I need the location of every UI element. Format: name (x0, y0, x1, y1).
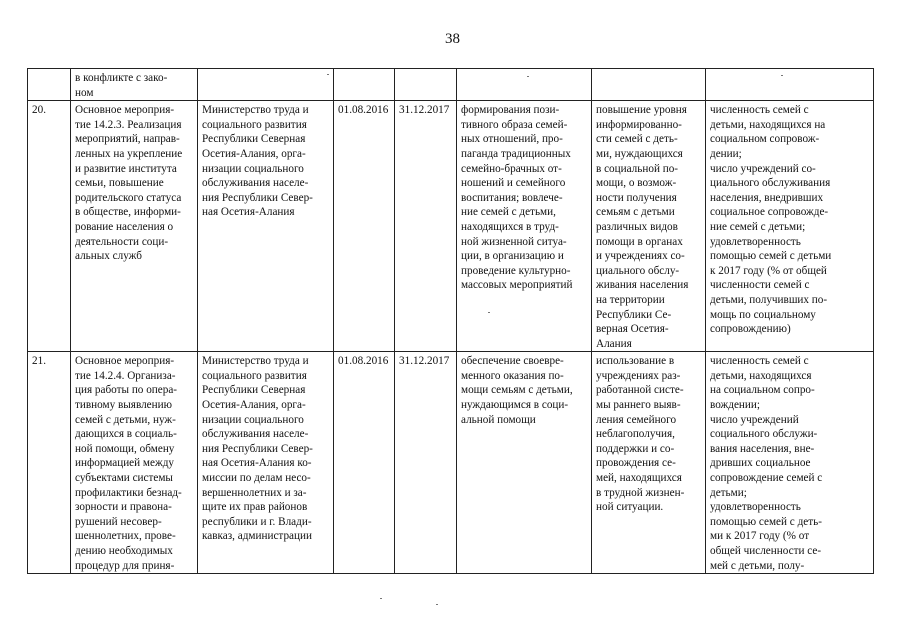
measure-cell: Основное мероприя- тие 14.2.4. Организа- ция работы по опера- тивному выявлению семей с детьми, нуж- дающихся в социаль- ной помощи, обмену информацией между субъектами системы профилактики безнад- зорности и правона- рушений несовер- шеннолетних, прове- дению необходимых процедур для приня- (71, 352, 198, 574)
table-row (28, 69, 874, 101)
result-cell: использование в учреждениях раз- работанной систе- мы раннего выяв- ления семейного неблагополучия, поддержки и со- провождения се- мей, находящихся в трудной жизнен- ной ситуации. (592, 352, 706, 574)
indicators-cell (706, 69, 874, 101)
start-date-cell: 01.08.2016 (334, 352, 395, 574)
scan-speck (527, 76, 529, 77)
executor-cell: Министерство труда и социального развития Республики Северная Осетия-Алания, орга- низации социального обслуживания населе- ния Республики Север- ная Осетия-Алания ко- миссии по делам несо- вершеннолетних и за- щите их прав районов республики и г. Влади- кавказ, администрации (198, 352, 334, 574)
direction-cell: обеспечение своевре- менного оказания по- мощи семьям с детьми, нуждающимся в соци- альной помощи (457, 352, 592, 574)
page-number: 38 (445, 31, 460, 47)
result-cell: повышение уровня информированно- сти семей с деть- ми, нуждающихся в социальной по- мощи, о возмож- ности получения семьям с детьми различных видов помощи в органах и учреждениях со- циального обслу- живания населения на территории Республики Се- верная Осетия- Алания (592, 101, 706, 352)
row-number-cell (28, 69, 71, 101)
row-number-cell: 21. (28, 352, 71, 574)
row-number-cell: 20. (28, 101, 71, 352)
executor-cell (198, 69, 334, 101)
measure-cell: в конфликте с зако- ном (71, 69, 198, 101)
start-date-cell (334, 69, 395, 101)
result-cell (592, 69, 706, 101)
measures-table (27, 68, 874, 574)
scan-speck (488, 312, 490, 313)
end-date-cell (395, 69, 457, 101)
measure-cell: Основное мероприя- тие 14.2.3. Реализация мероприятий, направ- ленных на укрепление и развитие института семьи, повышение родительского статуса в обществе, информи- рование населения о деятельности соци- альных служб (71, 101, 198, 352)
direction-cell: формирования пози- тивного образа семей- ных отношений, про- паганда традиционных семейно-брачных от- ношений и семейного воспитания; вовлече- ние семей с детьми, находящихся в труд- ной жизненной ситуа- ции, в организацию и проведение культурно- массовых мероприятий (457, 101, 592, 352)
indicators-cell: численность семей с детьми, находящихся на социальном сопровож- дении; число учреждений со- циального обслуживания населения, внедривших социальное сопровожде- ние семей с детьми; удовлетворенность помощью семей с детьми к 2017 году (% от общей численности семей с детьми, получивших по- мощь по социальному сопровождению) (706, 101, 874, 352)
scan-speck (781, 75, 783, 76)
direction-cell (457, 69, 592, 101)
end-date-cell: 31.12.2017 (395, 352, 457, 574)
scan-speck (327, 74, 329, 75)
scan-speck (436, 604, 438, 605)
executor-cell: Министерство труда и социального развития Республики Северная Осетия-Алания, орга- низации социального обслуживания населе- ния Республики Север- ная Осетия-Алания (198, 101, 334, 352)
table-row (28, 101, 874, 352)
table-row (28, 352, 874, 574)
end-date-cell: 31.12.2017 (395, 101, 457, 352)
start-date-cell: 01.08.2016 (334, 101, 395, 352)
indicators-cell: численность семей с детьми, находящихся на социальном сопро- вождении; число учреждений социального обслужи- вания населения, вне- дривших социальное сопровождение семей с детьми; удовлетворенность помощью семей с деть- ми к 2017 году (% от общей численности се- мей с детьми, полу- (706, 352, 874, 574)
scan-speck (380, 598, 382, 599)
